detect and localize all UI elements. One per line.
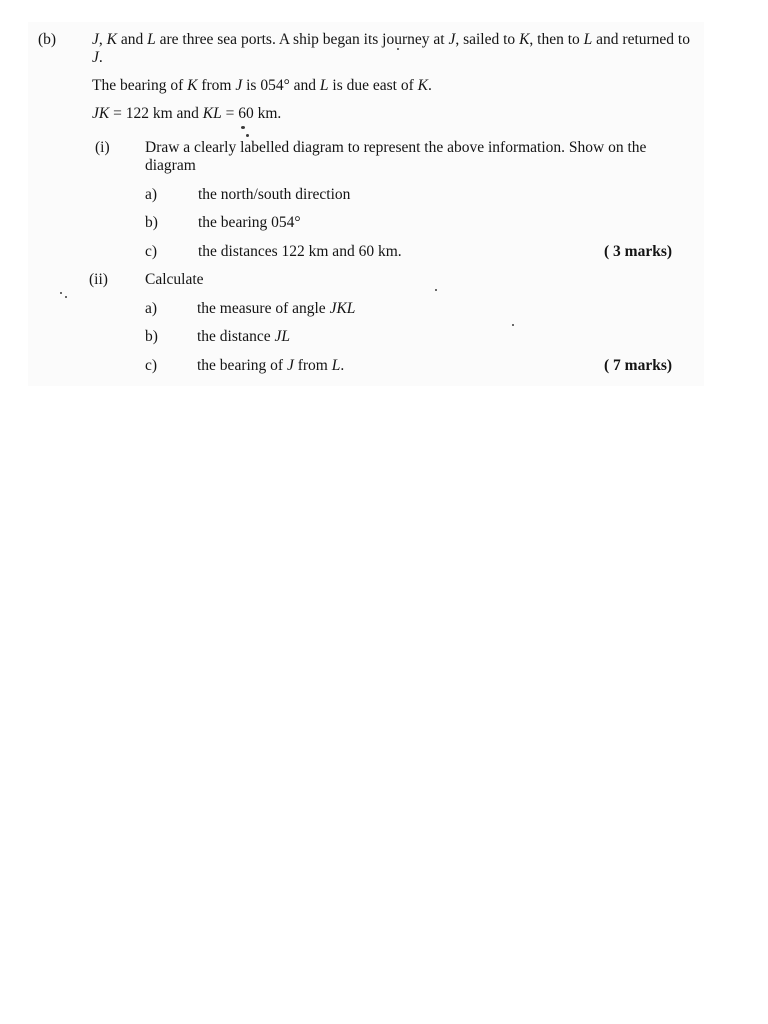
distance-statement: JK = 122 km and KL = 60 km.: [92, 105, 282, 122]
scan-speck: [65, 296, 67, 298]
scan-speck: [435, 289, 437, 291]
subpart-ii-item-a-letter: a): [145, 300, 158, 317]
subpart-i-item-c-text: the distances 122 km and 60 km.: [198, 243, 402, 260]
part-label: (b): [38, 31, 57, 48]
subpart-ii-item-c-letter: c): [145, 357, 158, 374]
subpart-i-marks: ( 3 marks): [604, 243, 673, 260]
scan-speck: [397, 48, 399, 50]
subpart-ii-marks: ( 7 marks): [604, 357, 673, 374]
subpart-i-item-b-letter: b): [145, 214, 158, 231]
subpart-ii-item-b-letter: b): [145, 328, 158, 345]
scan-speck: [512, 324, 514, 326]
subpart-i-item-c-letter: c): [145, 243, 158, 260]
scan-speck: [60, 292, 62, 294]
subpart-ii-item-b-text: the distance JL: [197, 328, 290, 345]
subpart-ii-item-a-text: the measure of angle JKL: [197, 300, 356, 317]
subpart-i-label: (i): [95, 139, 110, 156]
scan-speck: [246, 134, 249, 137]
subpart-i-item-a-letter: a): [145, 186, 158, 203]
subpart-ii-item-c-text: the bearing of J from L.: [197, 357, 345, 374]
subpart-ii-label: (ii): [89, 271, 108, 288]
subpart-i-item-a-text: the north/south direction: [198, 186, 351, 203]
subpart-i-instruction: Draw a clearly labelled diagram to represent the above information. Show on the diagram: [145, 139, 647, 174]
bearing-statement: The bearing of K from J is 054° and L is due east of K.: [92, 77, 432, 94]
subpart-ii-instruction: Calculate: [145, 271, 204, 288]
subpart-i-item-b-text: the bearing 054°: [198, 214, 301, 231]
intro-paragraph: J, K and L are three sea ports. A ship began its journey at J, sailed to K, then to L and returned to J.: [92, 31, 690, 66]
scan-speck: [241, 126, 245, 129]
